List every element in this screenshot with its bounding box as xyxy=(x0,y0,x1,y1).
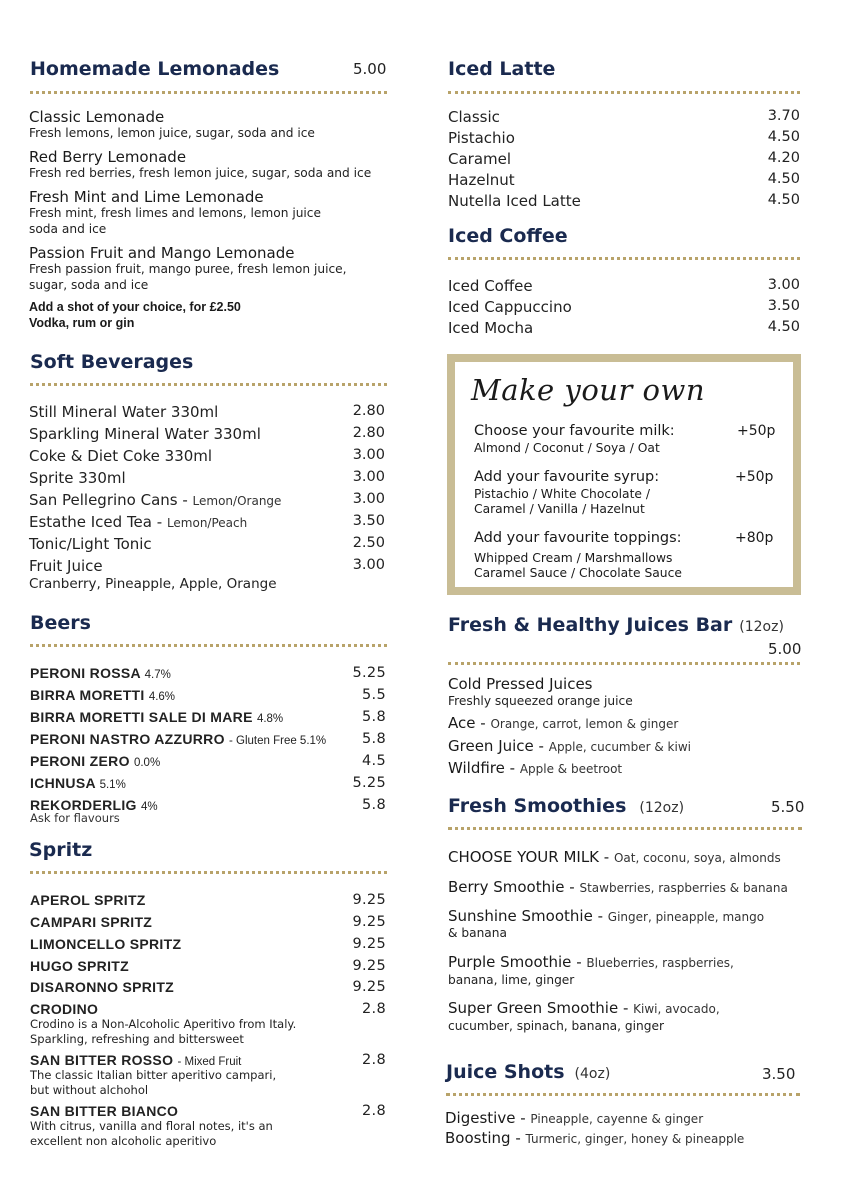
lemonade-redberry-name: Red Berry Lemonade xyxy=(29,148,187,166)
item-price: 3.50 xyxy=(352,513,385,529)
beer-abv: 5.1% xyxy=(99,779,126,791)
menu-row xyxy=(29,403,385,421)
menu-row: Estathe Iced Tea - Lemon/Peach 3.50 xyxy=(29,513,385,531)
item-price: 2.80 xyxy=(352,403,385,419)
toppings-options-2: Caramel Sauce / Chocolate Sauce xyxy=(474,566,682,580)
crodino-price: 2.8 xyxy=(362,1001,386,1017)
item-price: 2.80 xyxy=(352,425,385,441)
smoothies-size: (12oz) xyxy=(639,800,685,816)
menu-row xyxy=(448,319,800,337)
soft-title: Soft Beverages xyxy=(30,351,194,373)
bianco-price: 2.8 xyxy=(362,1103,386,1119)
menu-row xyxy=(448,192,800,210)
make-your-own-title: Make your own xyxy=(471,373,705,407)
item-name: Iced Mocha xyxy=(448,319,534,337)
item-name: Tonic/Light Tonic xyxy=(29,535,152,553)
spritz-price: 9.25 xyxy=(352,914,386,930)
milk-price: +50p xyxy=(737,423,776,439)
rosso-desc1: The classic Italian bitter aperitivo campari, xyxy=(30,1068,277,1082)
item-name: Still Mineral Water 330ml xyxy=(29,403,219,421)
spritz-row xyxy=(30,936,386,952)
divider xyxy=(446,1093,800,1096)
beer-name: PERONI NASTRO AZZURRO xyxy=(30,731,225,747)
beer-row xyxy=(30,687,386,703)
divider xyxy=(448,827,802,830)
beer-name: PERONI ROSSA xyxy=(30,665,141,681)
divider xyxy=(30,383,387,386)
divider xyxy=(30,91,387,94)
item-price: 4.50 xyxy=(767,192,800,208)
crodino-desc1: Crodino is a Non-Alcoholic Aperitivo from Italy. xyxy=(30,1017,297,1031)
spritz-title: Spritz xyxy=(29,839,93,861)
shot-row: Boosting - Turmeric, ginger, honey & pineapple xyxy=(445,1129,745,1147)
make-your-own-panel xyxy=(455,362,793,587)
shot-row: Digestive - Pineapple, cayenne & ginger xyxy=(445,1109,704,1127)
milk-label: Choose your favourite milk: xyxy=(474,423,675,439)
divider xyxy=(30,871,387,874)
beer-abv: 4.8% xyxy=(256,713,284,725)
beer-price: 5.25 xyxy=(352,775,386,791)
crodino-desc2: Sparkling, refreshing and bittersweet xyxy=(30,1032,244,1046)
juice-name: Ace xyxy=(448,714,476,732)
beer-abv: 4.7% xyxy=(144,669,171,681)
item-price: 3.00 xyxy=(767,277,800,293)
spritz-row xyxy=(30,979,386,995)
syrup-options-1: Pistachio / White Chocolate / xyxy=(474,487,651,501)
spritz-price: 9.25 xyxy=(352,958,386,974)
syrup-options-2: Caramel / Vanilla / Hazelnut xyxy=(474,502,645,516)
bianco-desc1: With citrus, vanilla and floral notes, it's an xyxy=(30,1119,273,1133)
spritz-row xyxy=(30,958,386,974)
milk-options: Almond / Coconut / Soya / Oat xyxy=(474,441,660,455)
lemonades-price: 5.00 xyxy=(353,60,387,78)
item-name: Caramel xyxy=(448,150,512,168)
juices-size: (12oz) xyxy=(739,619,784,635)
beer-name: ICHNUSA xyxy=(30,775,96,791)
smoothie-desc: Ginger, pineapple, mango xyxy=(607,910,765,924)
item-price: 4.50 xyxy=(767,129,800,145)
smoothie-row: Purple Smoothie - Blueberries, raspberries, xyxy=(448,953,734,971)
juice-options: Cranberry, Pineapple, Apple, Orange xyxy=(29,576,277,592)
smoothie-milk-desc: Oat, coconu, soya, almonds xyxy=(613,851,781,865)
item-note: Lemon/Peach xyxy=(166,516,248,530)
smoothie-desc: Stawberries, raspberries & banana xyxy=(579,881,788,895)
beer-price: 5.25 xyxy=(352,665,386,681)
smoothie-name: Super Green Smoothie xyxy=(448,999,619,1017)
smoothie-name: Purple Smoothie xyxy=(448,953,572,971)
juices-title xyxy=(448,614,784,636)
menu-row xyxy=(448,108,800,126)
shot-desc: Turmeric, ginger, honey & pineapple xyxy=(525,1132,745,1146)
smoothie-desc: Kiwi, avocado, xyxy=(633,1002,720,1016)
item-price: 3.00 xyxy=(352,447,385,463)
crodino-name: CRODINO xyxy=(30,1001,99,1017)
syrup-label: Add your favourite syrup: xyxy=(474,469,660,485)
smoothie-desc: Blueberries, raspberries, xyxy=(586,956,734,970)
beer-row xyxy=(30,709,386,725)
beer-name: BIRRA MORETTI xyxy=(30,687,145,703)
crodino-row xyxy=(30,1001,386,1017)
shot-name: Boosting xyxy=(445,1129,511,1147)
item-price: 2.50 xyxy=(352,535,385,551)
smoothie-name: Berry Smoothie xyxy=(448,878,565,896)
item-name: Coke & Diet Coke 330ml xyxy=(29,447,213,465)
smoothie-row: Berry Smoothie - Stawberries, raspberries & banana xyxy=(448,878,788,896)
menu-row xyxy=(29,469,385,487)
cold-pressed-desc: Freshly squeezed orange juice xyxy=(448,694,633,708)
beers-title: Beers xyxy=(30,612,91,634)
rosso-row xyxy=(30,1052,386,1068)
divider xyxy=(448,91,800,94)
menu-row: San Pellegrino Cans - Lemon/Orange 3.00 xyxy=(29,491,385,509)
beer-abv: 0.0% xyxy=(133,757,161,769)
item-price: 3.70 xyxy=(767,108,800,124)
menu-row xyxy=(448,277,800,295)
smoothie-desc-cont: cucumber, spinach, banana, ginger xyxy=(448,1019,664,1033)
item-price: 3.50 xyxy=(767,298,800,314)
lemonade-passion-name: Passion Fruit and Mango Lemonade xyxy=(29,244,295,262)
menu-row xyxy=(29,447,385,465)
juice-name: Wildfire xyxy=(448,759,505,777)
smoothie-name: Sunshine Smoothie xyxy=(448,907,593,925)
spritz-price: 9.25 xyxy=(352,892,386,908)
item-price: 4.50 xyxy=(767,171,800,187)
item-name: Sprite 330ml xyxy=(29,469,126,487)
spritz-price: 9.25 xyxy=(352,979,386,995)
shots-title-text: Juice Shots xyxy=(446,1061,565,1083)
smoothie-desc-cont: & banana xyxy=(448,926,507,940)
beer-price: 4.5 xyxy=(362,753,386,769)
menu-row xyxy=(448,129,800,147)
bianco-row xyxy=(30,1103,386,1119)
beer-row xyxy=(30,731,386,747)
smoothie-desc-cont: banana, lime, ginger xyxy=(448,973,575,987)
make-your-own-box xyxy=(447,354,801,595)
shots-size: (4oz) xyxy=(574,1066,611,1082)
beer-price: 5.5 xyxy=(362,687,386,703)
item-name: Pistachio xyxy=(448,129,515,147)
spritz-name: APEROL SPRITZ xyxy=(30,892,146,908)
beer-name: PERONI ZERO xyxy=(30,753,130,769)
item-name: Iced Cappuccino xyxy=(448,298,572,316)
syrup-price: +50p xyxy=(735,469,774,485)
bianco-name: SAN BITTER BIANCO xyxy=(30,1103,179,1119)
beer-abv: 4.6% xyxy=(148,691,176,703)
iced-coffee-title: Iced Coffee xyxy=(448,225,568,247)
smoothie-milk-row: CHOOSE YOUR MILK - Oat, coconu, soya, almonds xyxy=(448,848,781,866)
spritz-row xyxy=(30,892,386,908)
toppings-options-1: Whipped Cream / Marshmallows xyxy=(474,551,673,565)
smoothie-milk-name: CHOOSE YOUR MILK xyxy=(448,848,600,866)
item-price: 4.20 xyxy=(767,150,800,166)
iced-latte-title: Iced Latte xyxy=(448,58,556,80)
menu-row xyxy=(448,298,800,316)
item-name: Fruit Juice xyxy=(29,557,103,575)
beer-abv: 4% xyxy=(140,801,158,813)
beer-name: REKORDERLIG xyxy=(30,797,137,813)
spritz-price: 9.25 xyxy=(352,936,386,952)
smoothies-title-text: Fresh Smoothies xyxy=(448,795,627,817)
spritz-name: LIMONCELLO SPRITZ xyxy=(30,936,182,952)
beer-price: 5.8 xyxy=(362,797,386,813)
smoothies-title xyxy=(448,795,684,817)
beer-row xyxy=(30,753,386,769)
divider xyxy=(30,644,387,647)
lemonade-classic-name: Classic Lemonade xyxy=(29,108,165,126)
juice-desc: Apple, cucumber & kiwi xyxy=(548,740,691,754)
item-name: Hazelnut xyxy=(448,171,515,189)
lemonade-redberry-desc: Fresh red berries, fresh lemon juice, sugar, soda and ice xyxy=(29,166,372,180)
spritz-row xyxy=(30,914,386,930)
spritz-name: HUGO SPRITZ xyxy=(30,958,129,974)
lemonade-classic-desc: Fresh lemons, lemon juice, sugar, soda and ice xyxy=(29,126,315,140)
beer-name: BIRRA MORETTI SALE DI MARE xyxy=(30,709,253,725)
item-price: 3.00 xyxy=(352,557,385,573)
item-name: Nutella Iced Latte xyxy=(448,192,581,210)
shots-price: 3.50 xyxy=(762,1065,796,1083)
rosso-desc2: but without alchohol xyxy=(30,1083,149,1097)
juices-price: 5.00 xyxy=(768,640,802,658)
juice-row: Ace - Orange, carrot, lemon & ginger xyxy=(448,714,679,732)
lemonade-mint-name: Fresh Mint and Lime Lemonade xyxy=(29,188,264,206)
lemonade-mint-desc1: Fresh mint, fresh limes and lemons, lemon juice xyxy=(29,206,322,220)
divider xyxy=(448,257,800,260)
shots-title xyxy=(446,1061,610,1083)
spritz-name: CAMPARI SPRITZ xyxy=(30,914,153,930)
cold-pressed-name: Cold Pressed Juices xyxy=(448,675,593,693)
menu-row xyxy=(448,171,800,189)
juice-desc: Apple & beetroot xyxy=(519,762,623,776)
toppings-price: +80p xyxy=(735,530,774,546)
menu-row xyxy=(448,150,800,168)
item-name: San Pellegrino Cans xyxy=(29,491,178,509)
beer-price: 5.8 xyxy=(362,709,386,725)
rosso-name: SAN BITTER ROSSO xyxy=(30,1052,174,1068)
juice-name: Green Juice xyxy=(448,737,534,755)
rosso-note: - Mixed Fruit xyxy=(177,1056,242,1068)
lemonade-passion-desc1: Fresh passion fruit, mango puree, fresh lemon juice, xyxy=(29,262,347,276)
item-name: Classic xyxy=(448,108,500,126)
item-name: Sparkling Mineral Water 330ml xyxy=(29,425,261,443)
juice-row: Green Juice - Apple, cucumber & kiwi xyxy=(448,737,691,755)
flavours-note: Ask for flavours xyxy=(30,811,120,825)
divider xyxy=(448,662,800,665)
juices-title-text: Fresh & Healthy Juices Bar xyxy=(448,614,733,636)
shot-offer: Add a shot of your choice, for £2.50 xyxy=(29,300,241,314)
lemonade-mint-desc2: soda and ice xyxy=(29,222,107,236)
juice-desc: Orange, carrot, lemon & ginger xyxy=(490,717,679,731)
menu-row xyxy=(29,425,385,443)
beer-row xyxy=(30,665,386,681)
beer-price: 5.8 xyxy=(362,731,386,747)
menu-row xyxy=(29,535,385,553)
lemonades-title: Homemade Lemonades xyxy=(30,58,280,80)
smoothie-row: Sunshine Smoothie - Ginger, pineapple, mango xyxy=(448,907,765,925)
juice-row: Wildfire - Apple & beetroot xyxy=(448,759,623,777)
smoothie-row: Super Green Smoothie - Kiwi, avocado, xyxy=(448,999,720,1017)
item-name: Estathe Iced Tea xyxy=(29,513,152,531)
shot-desc: Pineapple, cayenne & ginger xyxy=(530,1112,704,1126)
item-price: 3.00 xyxy=(352,469,385,485)
menu-row xyxy=(29,557,385,575)
lemonade-passion-desc2: sugar, soda and ice xyxy=(29,278,149,292)
beer-row xyxy=(30,775,386,791)
item-name: Iced Coffee xyxy=(448,277,533,295)
beer-abv: - Gluten Free 5.1% xyxy=(228,735,327,747)
toppings-label: Add your favourite toppings: xyxy=(474,530,682,546)
item-price: 3.00 xyxy=(352,491,385,507)
item-price: 4.50 xyxy=(767,319,800,335)
item-note: Lemon/Orange xyxy=(192,494,282,508)
spritz-name: DISARONNO SPRITZ xyxy=(30,979,175,995)
bianco-desc2: excellent non alcoholic aperitivo xyxy=(30,1134,217,1148)
shot-name: Digestive xyxy=(445,1109,516,1127)
shot-options: Vodka, rum or gin xyxy=(29,316,135,330)
smoothies-price: 5.50 xyxy=(771,798,805,816)
rosso-price: 2.8 xyxy=(362,1052,386,1068)
